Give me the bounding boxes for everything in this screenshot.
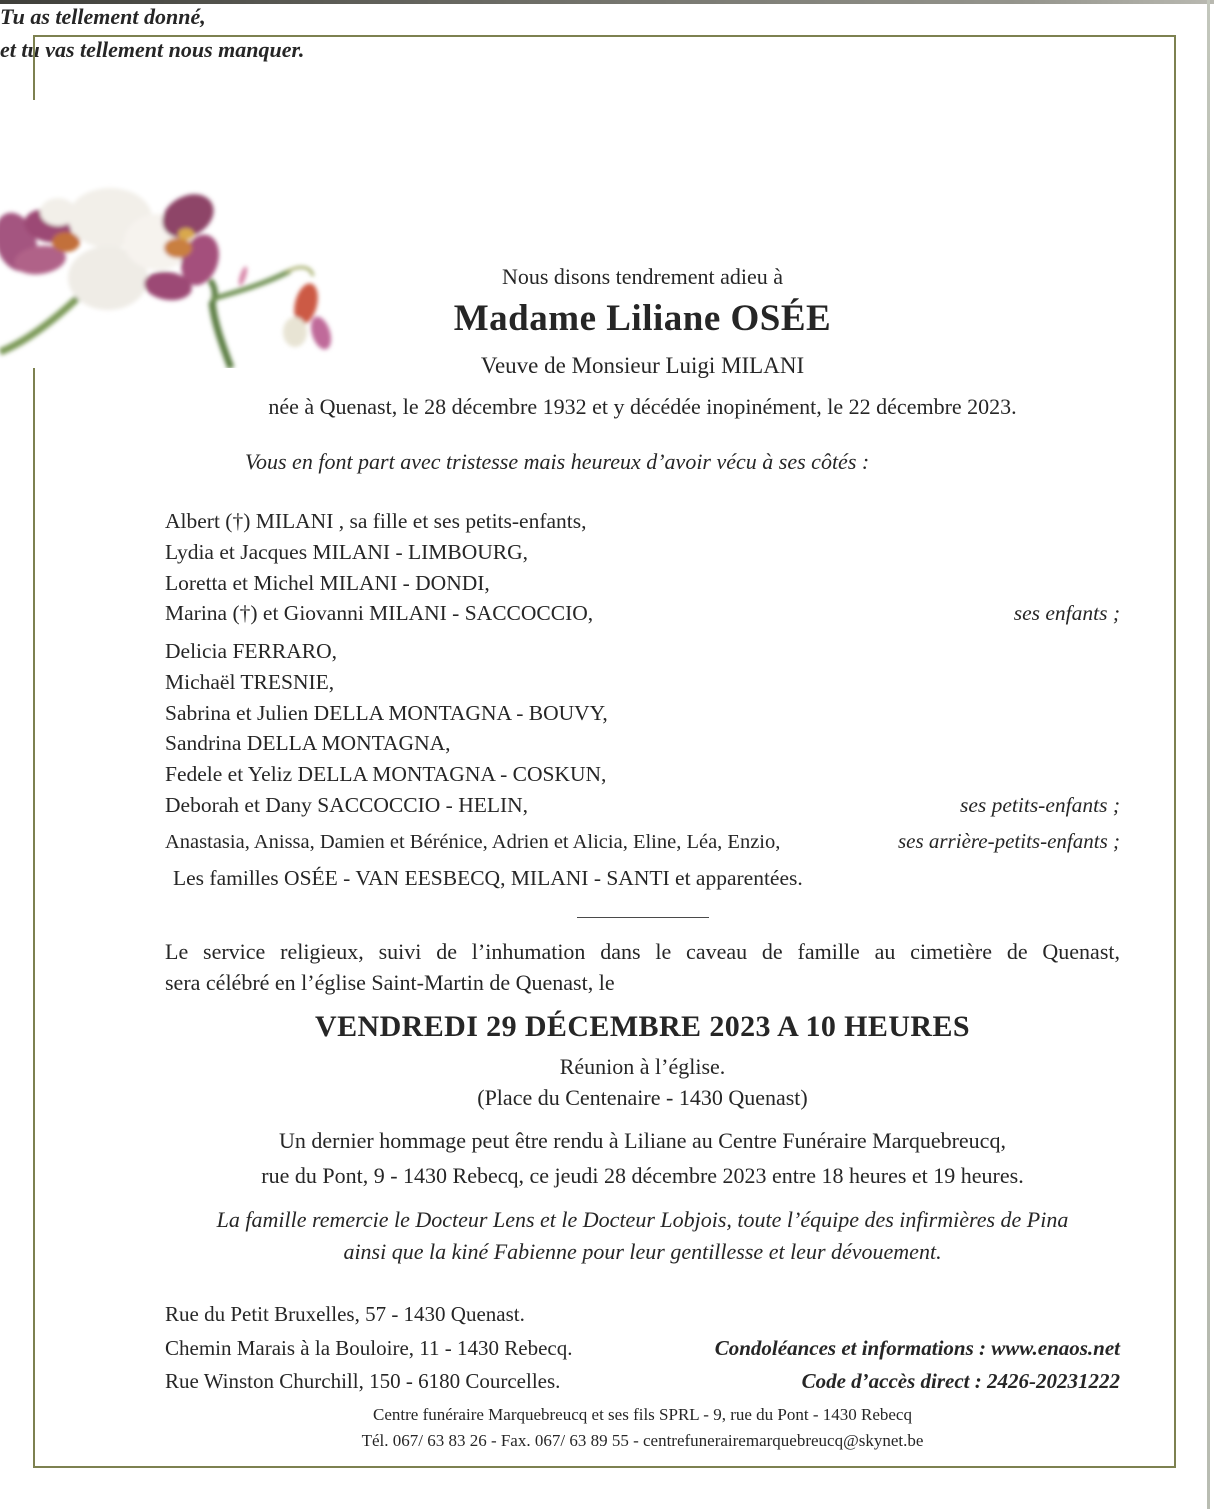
condolences-website: Condoléances et informations : www.enaos.net (714, 1336, 1120, 1360)
church-address: (Place du Centenaire - 1430 Quenast) (477, 1085, 808, 1110)
widow-line: Veuve de Monsieur Luigi MILANI (480, 353, 805, 378)
families-line: Les familles OSÉE - VAN EESBECQ, MILANI - SANTI et apparentées. (173, 866, 803, 890)
great-grandchildren-names: Anastasia, Anissa, Damien et Bérénice, Adrien et Alicia, Eline, Léa, Enzio, (165, 831, 781, 853)
quote-line-2: et tu vas tellement nous manquer. (0, 37, 305, 62)
family-member-line: Sabrina et Julien DELLA MONTAGNA - BOUVY, (165, 700, 608, 725)
scan-edge-right (1207, 0, 1210, 1509)
section-divider (577, 917, 709, 918)
family-member-line: Marina (†) et Giovanni MILANI - SACCOCCIO, (165, 601, 594, 626)
funeral-home-contact: Tél. 067/ 63 83 26 - Fax. 067/ 63 89 55 - centrefunerairemarquebreucq@skynet.be (361, 1431, 924, 1450)
service-line-2: sera célébré en l’église Saint-Martin de Quenast, le (165, 970, 615, 995)
great-grandchildren-row (165, 826, 1120, 858)
homage-line-1: Un dernier hommage peut être rendu à Liliane au Centre Funéraire Marquebreucq, (279, 1128, 1006, 1153)
farewell-intro: Nous disons tendrement adieu à (501, 264, 784, 289)
thanks-line-2: ainsi que la kiné Fabienne pour leur gentillesse et leur dévouement. (343, 1239, 942, 1264)
quote-line-1: Tu as tellement donné, (0, 4, 206, 29)
deceased-name: Madame Liliane OSÉE (453, 298, 832, 339)
birth-death-line: née à Quenast, le 28 décembre 1932 et y décédée inopinément, le 22 décembre 2023. (268, 394, 1017, 419)
family-address: Rue du Petit Bruxelles, 57 - 1430 Quenast. (165, 1302, 525, 1326)
family-member-line: Lydia et Jacques MILANI - LIMBOURG, (165, 539, 529, 564)
service-line-1: Le service religieux, suivi de l’inhumation dans le caveau de famille au cimetière de Quenast, (165, 939, 1120, 964)
homage-line-2: rue du Pont, 9 - 1430 Rebecq, ce jeudi 28 décembre 2023 entre 18 heures et 19 heures. (261, 1163, 1024, 1188)
meeting-line: Réunion à l’église. (559, 1054, 726, 1079)
family-member-line: Deborah et Dany SACCOCCIO - HELIN, (165, 792, 529, 817)
family-address: Chemin Marais à la Bouloire, 11 - 1430 Rebecq. (165, 1336, 573, 1360)
ceremony-date: VENDREDI 29 DÉCEMBRE 2023 A 10 HEURES (315, 1010, 970, 1043)
condolences-access-code: Code d’accès direct : 2426-20231222 (801, 1369, 1120, 1393)
funeral-home-line: Centre funéraire Marquebreucq et ses fils SPRL - 9, rue du Pont - 1430 Rebecq (373, 1405, 912, 1424)
children-label: ses enfants ; (1013, 601, 1120, 625)
announcement-line: Vous en font part avec tristesse mais heureux d’avoir vécu à ses côtés : (245, 449, 870, 474)
grandchildren-label: ses petits-enfants ; (959, 793, 1120, 817)
family-member-line: Loretta et Michel MILANI - DONDI, (165, 570, 490, 595)
family-member-line: Sandrina DELLA MONTAGNA, (165, 731, 451, 756)
family-member-line: Delicia FERRARO, (165, 639, 337, 663)
family-member-line: Albert (†) MILANI , sa fille et ses petits-enfants, (165, 509, 587, 533)
scan-edge-top (0, 0, 1214, 4)
family-member-line: Fedele et Yeliz DELLA MONTAGNA - COSKUN, (165, 762, 607, 787)
family-address: Rue Winston Churchill, 150 - 6180 Courcelles. (165, 1369, 561, 1393)
thanks-line-1: La famille remercie le Docteur Lens et le Docteur Lobjois, toute l’équipe des infirmières de Pina (216, 1207, 1069, 1232)
great-grandchildren-label: ses arrière-petits-enfants ; (897, 829, 1120, 853)
family-member-line: Michaël TRESNIE, (165, 669, 335, 694)
